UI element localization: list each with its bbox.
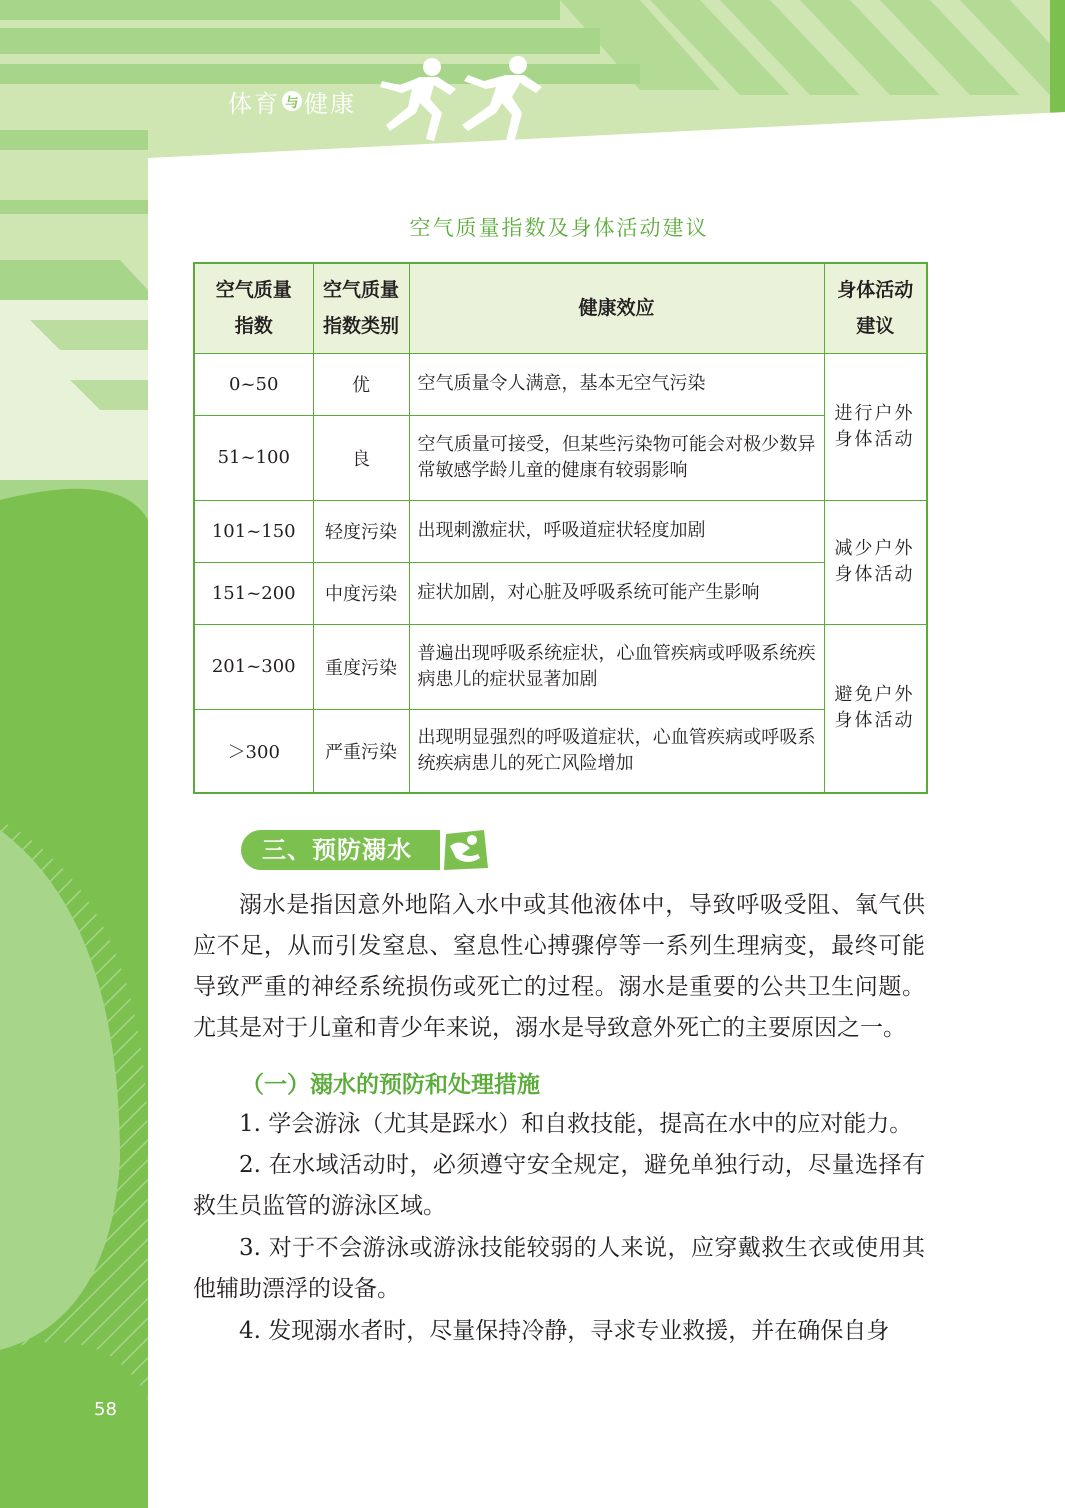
list-item: 3. 对于不会游泳或游泳技能较弱的人来说，应穿戴救生衣或使用其他辅助漂浮的设备。 xyxy=(193,1235,925,1302)
list-item: 2. 在水域活动时，必须遵守安全规定，避免单独行动，尽量选择有救生员监管的游泳区域。 xyxy=(193,1152,925,1219)
list-item: 4. 发现溺水者时，尽量保持冷静，寻求专业救援，并在确保自身 xyxy=(239,1318,890,1344)
cell-advice: 避免户外 身体活动 xyxy=(824,624,927,793)
aqi-table xyxy=(193,262,928,794)
book-title-part1: 体育 xyxy=(228,89,280,118)
page-number: 58 xyxy=(94,1399,117,1420)
table-caption: 空气质量指数及身体活动建议 xyxy=(409,216,709,240)
table-row xyxy=(194,353,927,415)
section-heading: 三、预防溺水 xyxy=(262,836,412,864)
cell-index: 201~300 xyxy=(194,624,313,709)
header-effect: 健康效应 xyxy=(409,263,824,353)
cell-category: 优 xyxy=(313,353,409,415)
cell-advice: 进行户外 身体活动 xyxy=(824,353,927,500)
cell-effect: 空气质量令人满意，基本无空气污染 xyxy=(409,353,824,415)
cell-index: 0~50 xyxy=(194,353,313,415)
book-title-part2: 健康 xyxy=(304,89,356,118)
table-row xyxy=(194,624,927,709)
runner-icon xyxy=(360,55,550,145)
cell-index: 51~100 xyxy=(194,415,313,500)
table-row xyxy=(194,500,927,562)
table-row xyxy=(194,709,927,793)
cell-index: 151~200 xyxy=(194,562,313,624)
book-title-connector: 与 xyxy=(282,91,302,111)
cell-effect: 出现明显强烈的呼吸道症状，心血管疾病或呼吸系统疾病患儿的死亡风险增加 xyxy=(409,709,824,793)
intro-paragraph: 溺水是指因意外地陷入水中或其他液体中，导致呼吸受阻、氧气供应不足，从而引发窒息、窒息性心搏骤停等一系列生理病变，最终可能导致严重的神经系统损伤或死亡的过程。溺水是重要的公共卫生问题。尤其是对于儿童和青少年来说，溺水是导致意外死亡的主要原因之一。 xyxy=(193,892,925,1041)
cell-category: 严重污染 xyxy=(313,709,409,793)
cell-effect: 出现刺激症状，呼吸道症状轻度加剧 xyxy=(409,500,824,562)
cell-category: 中度污染 xyxy=(313,562,409,624)
cell-category: 轻度污染 xyxy=(313,500,409,562)
cell-effect: 症状加剧，对心脏及呼吸系统可能产生影响 xyxy=(409,562,824,624)
header-advice: 身体活动 建议 xyxy=(824,263,927,353)
table-header-row xyxy=(194,263,927,353)
cell-category: 重度污染 xyxy=(313,624,409,709)
header-index: 空气质量 指数 xyxy=(194,263,313,353)
cell-index: ＞300 xyxy=(194,709,313,793)
table-row xyxy=(194,415,927,500)
cell-category: 良 xyxy=(313,415,409,500)
header-category: 空气质量 指数类别 xyxy=(313,263,409,353)
cell-effect: 空气质量可接受，但某些污染物可能会对极少数异常敏感学龄儿童的健康有较弱影响 xyxy=(409,415,824,500)
list-item: 1. 学会游泳（尤其是踩水）和自救技能，提高在水中的应对能力。 xyxy=(239,1111,913,1137)
cell-effect: 普遍出现呼吸系统症状，心血管疾病或呼吸系统疾病患儿的症状显著加剧 xyxy=(409,624,824,709)
cell-advice: 减少户外 身体活动 xyxy=(824,500,927,624)
cell-index: 101~150 xyxy=(194,500,313,562)
table-row xyxy=(194,562,927,624)
swimmer-icon xyxy=(440,828,490,872)
book-title xyxy=(228,84,356,118)
subheading: （一）溺水的预防和处理措施 xyxy=(241,1072,540,1098)
